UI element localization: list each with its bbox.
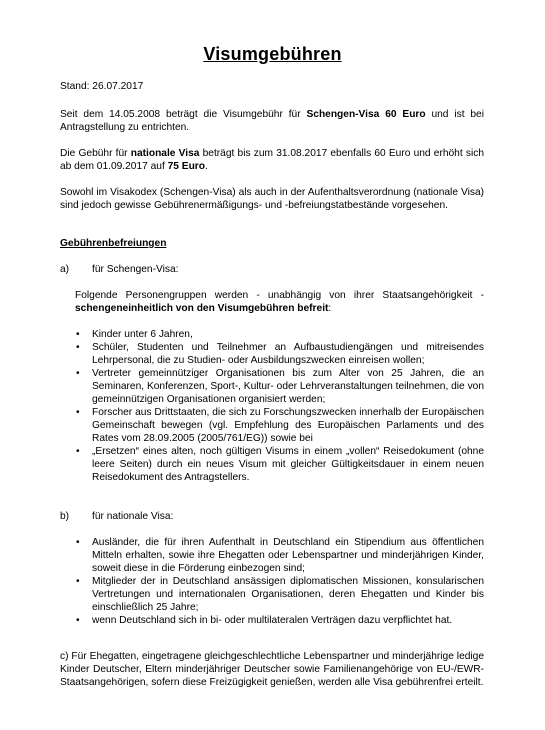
schengen-exemption-list — [60, 328, 484, 484]
list-item — [60, 328, 484, 341]
text-segment-bold: schengeneinheitlich von den Visumgebühren befreit — [75, 303, 329, 314]
list-item-text: Mitglieder der in Deutschland ansässigen diplomatischen Missionen, konsularischen Vertretungen und internationalen Organisationen, deren Ehegatten und Kinder bis einschließlich 25 Jahre; — [92, 576, 484, 613]
list-item — [60, 614, 484, 627]
page-title: Visumgebühren — [203, 44, 342, 64]
list-item-text: Vertreter gemeinnütziger Organisationen bis zum Alter von 25 Jahren, die an Seminaren, Konferenzen, Sport-, Kultur- oder Lehrveranstaltungen teilnehmen, die von gemeinnützigen Organisationen organisiert werden; — [92, 368, 484, 405]
list-item-text: Ausländer, die für ihren Aufenthalt in Deutschland ein Stipendium aus öffentlichen Mitteln erhalten, sowie ihre Ehegatten oder Lebenspartner und minderjährigen Kinder, soweit diese in die Förderung einbezogen sind; — [92, 537, 484, 574]
text-segment: beträgt bis zum 31.08.2017 ebenfalls 60 Euro und erhöht sich ab dem 01.09.2017 auf — [60, 148, 484, 172]
bullet-icon: • — [76, 329, 80, 340]
national-exemption-list — [60, 536, 484, 627]
text-segment-bold: nationale Visa — [130, 148, 200, 159]
bullet-icon: • — [76, 576, 80, 587]
text-segment: und ist bei Antragstellung zu entrichten. — [60, 109, 484, 133]
list-marker-a: a) — [60, 264, 70, 275]
list-item — [60, 445, 484, 484]
bullet-icon: • — [76, 537, 80, 548]
text-segment-bold: 75 Euro — [167, 161, 205, 172]
list-item-text: Schüler, Studenten und Teilnehmer an Aufbaustudiengängen und mitreisendes Lehrpersonal, die zu Studien- oder Ausbildungszwecken einreisen wollen; — [92, 342, 484, 366]
section-b-label: für nationale Visa: — [92, 511, 174, 522]
list-item — [60, 367, 484, 406]
stand-date: Stand: 26.07.2017 — [60, 81, 144, 92]
paragraph-exemptions-intro: Sowohl im Visakodex (Schengen-Visa) als auch in der Aufenthaltsverordnung (nationale Visa) sind jedoch gewisse Gebührenermäßigungs- und -befreiungstatbestände vorgesehen. — [60, 187, 484, 211]
text-segment: : — [328, 303, 332, 314]
bullet-icon: • — [76, 407, 80, 418]
text-segment: Folgende Personengruppen werden - unabhängig von ihrer Staatsangehörigkeit - — [75, 290, 484, 301]
list-item — [60, 406, 484, 445]
list-item-text: „Ersetzen“ eines alten, noch gültigen Visums in einem „vollen“ Reisedokument (ohne leere Seiten) durch ein neues Visum mit gleicher Gültigkeitsdauer in einem neuen Reisedokument des Antragstellers. — [92, 446, 484, 483]
bullet-icon: • — [76, 446, 80, 457]
paragraph-schengen-fee — [60, 108, 484, 134]
section-a-label: für Schengen-Visa: — [92, 264, 179, 275]
list-item-text: Forscher aus Drittstaaten, die sich zu Forschungszwecken innerhalb der Europäischen Gemeinschaft bewegen (vgl. Empfehlung des Europäischen Parlaments und des Rates vom 28.09.2005 (2005/761/EG)) sowie bei — [92, 407, 484, 444]
bullet-icon: • — [76, 368, 80, 379]
text-segment: . — [205, 161, 208, 172]
list-item-text: Kinder unter 6 Jahren, — [92, 329, 193, 340]
list-item — [60, 575, 484, 614]
list-marker-b: b) — [60, 511, 70, 522]
paragraph-national-fee — [60, 147, 484, 173]
bullet-icon: • — [76, 342, 80, 353]
text-segment: Die Gebühr für — [60, 148, 131, 159]
text-segment-bold: Schengen-Visa 60 Euro — [306, 109, 426, 120]
section-heading: Gebührenbefreiungen — [60, 238, 167, 249]
bullet-icon: • — [76, 615, 80, 626]
list-item — [60, 341, 484, 367]
text-segment: Seit dem 14.05.2008 beträgt die Visumgebühr für — [60, 109, 307, 120]
list-item — [60, 536, 484, 575]
section-c-paragraph: c) Für Ehegatten, eingetragene gleichgeschlechtliche Lebenspartner und minderjährige ledige Kinder Deutscher, Eltern minderjähriger Deutscher sowie Familienangehörige von EU-/EWR-Staatsangehörigen, sofern diese Freizügigkeit genießen, werden alle Visa gebührenfrei erteilt. — [60, 651, 484, 688]
list-item-text: wenn Deutschland sich in bi- oder multilateralen Verträgen dazu verpflichtet hat. — [92, 615, 453, 626]
section-a-intro — [75, 289, 484, 315]
